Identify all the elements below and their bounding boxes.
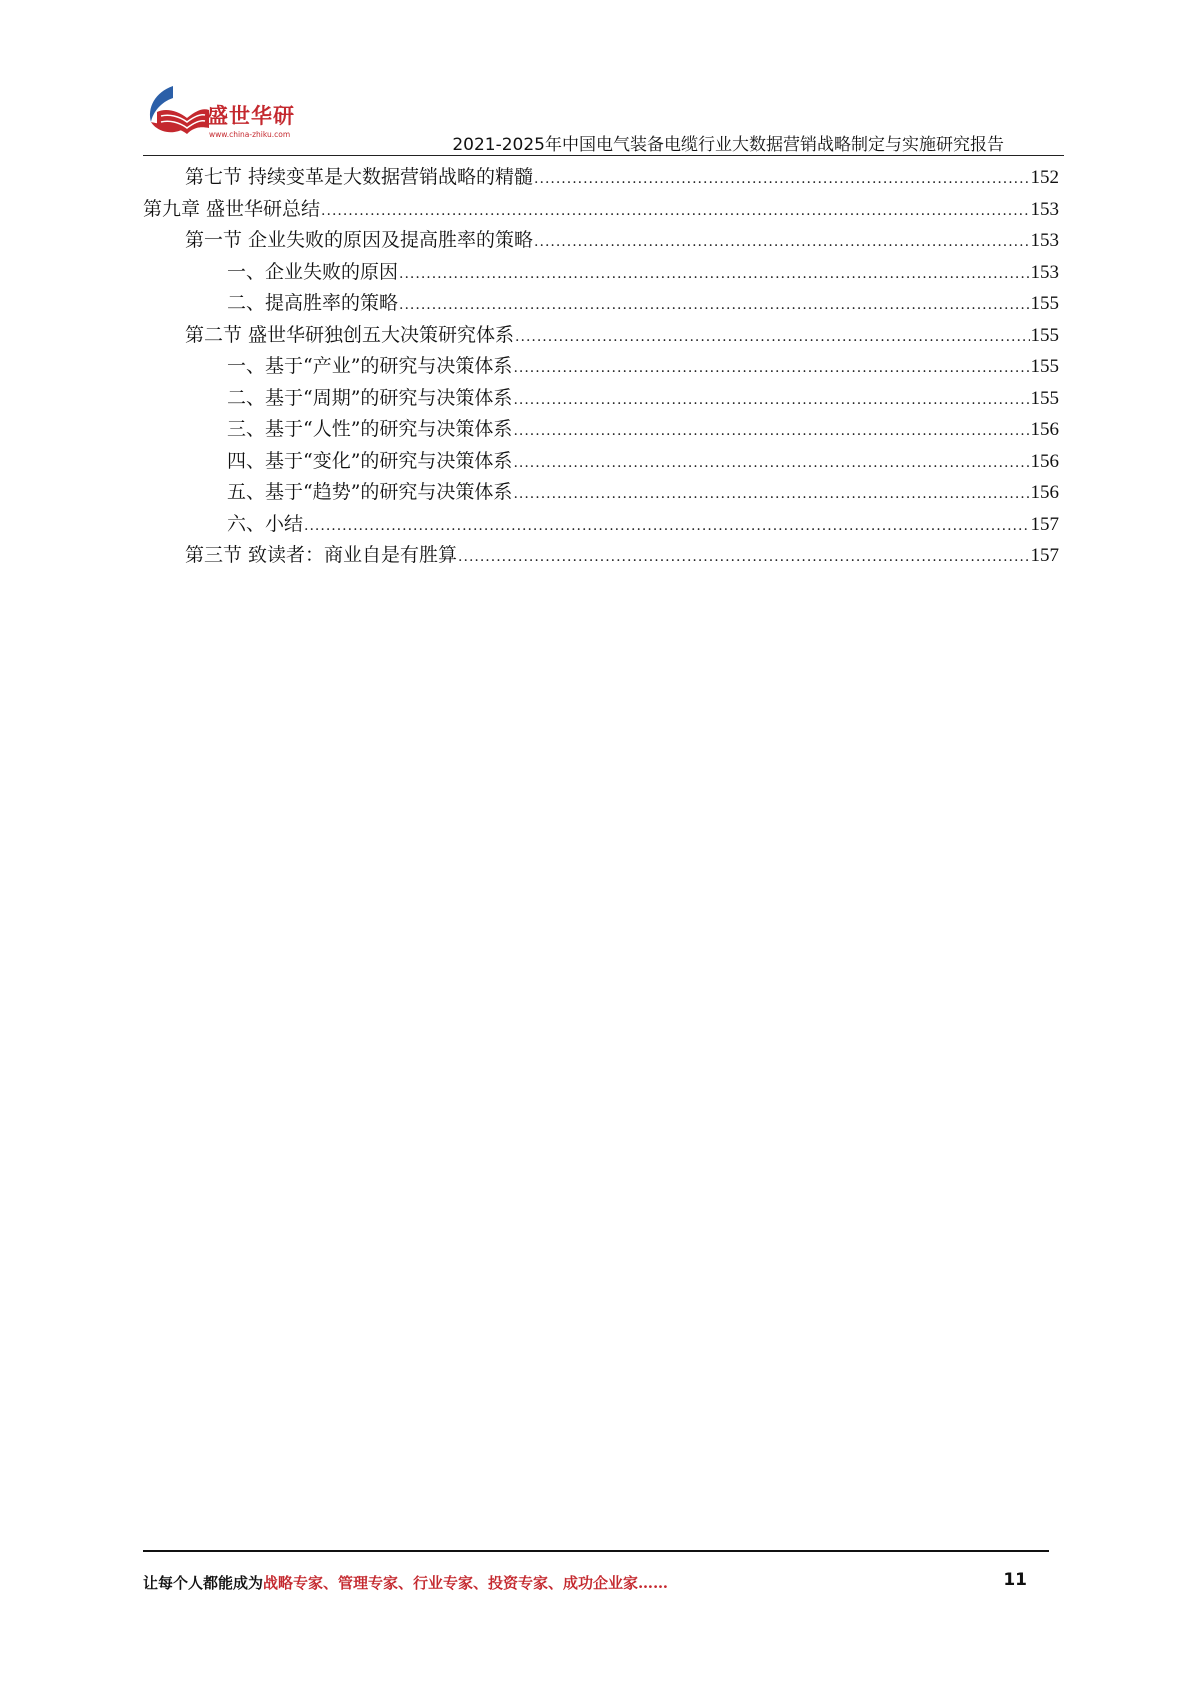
toc-entry-page: 153 xyxy=(1030,230,1059,251)
toc-dot-leader xyxy=(513,385,1029,417)
footer-divider xyxy=(143,1550,1049,1552)
toc-entry-page: 157 xyxy=(1030,513,1059,535)
logo-url: www.china-zhiku.com xyxy=(209,130,291,139)
toc-entry[interactable] xyxy=(143,414,1059,446)
toc-dot-leader xyxy=(399,290,1029,322)
toc-entry-label: 第三节 致读者：商业自是有胜算 xyxy=(185,544,458,566)
toc-dot-leader xyxy=(513,416,1029,448)
toc-entry-label: 第一节 企业失败的原因及提高胜率的策略 xyxy=(185,229,534,251)
toc-entry-page: 155 xyxy=(1030,324,1059,346)
toc-entry-page: 156 xyxy=(1030,419,1059,440)
footer-slogan xyxy=(143,1572,668,1593)
page-header xyxy=(143,82,1064,156)
toc-entry-label: 三、基于“人性”的研究与决策体系 xyxy=(227,418,513,440)
toc-dot-leader xyxy=(515,322,1029,354)
toc-entry-label: 第二节 盛世华研独创五大决策研究体系 xyxy=(185,323,515,346)
table-of-contents xyxy=(143,162,1059,572)
logo xyxy=(143,82,313,148)
toc-entry-page: 157 xyxy=(1030,545,1059,566)
toc-entry-page: 155 xyxy=(1030,356,1059,377)
toc-entry-label: 第七节 持续变革是大数据营销战略的精髓 xyxy=(185,166,534,188)
report-title: 2021-2025年中国电气装备电缆行业大数据营销战略制定与实施研究报告 xyxy=(452,135,1004,155)
toc-entry[interactable] xyxy=(143,162,1059,194)
toc-entry-label: 六、小结 xyxy=(227,512,304,535)
toc-entry-label: 五、基于“趋势”的研究与决策体系 xyxy=(227,481,513,503)
toc-entry[interactable] xyxy=(143,383,1059,415)
toc-entry[interactable] xyxy=(143,320,1059,352)
toc-entry[interactable] xyxy=(143,351,1059,383)
toc-dot-leader xyxy=(513,353,1029,385)
toc-entry-page: 156 xyxy=(1030,450,1059,472)
toc-entry-page: 155 xyxy=(1030,387,1059,409)
header-divider xyxy=(143,155,1064,156)
toc-entry-page: 156 xyxy=(1030,482,1059,503)
toc-entry[interactable] xyxy=(143,288,1059,320)
toc-entry[interactable] xyxy=(143,509,1059,541)
logo-name: 盛世华研 xyxy=(207,104,295,128)
toc-entry-page: 152 xyxy=(1030,167,1059,188)
footer-slogan-highlight: 战略专家、管理专家、行业专家、投资专家、成功企业家…… xyxy=(263,1574,669,1592)
toc-entry-label: 二、基于“周期”的研究与决策体系 xyxy=(227,386,513,409)
toc-entry[interactable] xyxy=(143,446,1059,478)
toc-dot-leader xyxy=(534,227,1029,259)
toc-dot-leader xyxy=(321,196,1029,228)
toc-entry[interactable] xyxy=(143,477,1059,509)
toc-entry-label: 四、基于“变化”的研究与决策体系 xyxy=(227,449,513,472)
toc-entry[interactable] xyxy=(143,225,1059,257)
toc-entry-page: 153 xyxy=(1030,261,1059,283)
toc-entry-label: 第九章 盛世华研总结 xyxy=(143,197,321,220)
toc-dot-leader xyxy=(304,511,1029,543)
footer-slogan-prefix: 让每个人都能成为 xyxy=(143,1574,264,1592)
toc-entry-page: 155 xyxy=(1030,293,1059,314)
toc-entry-label: 一、企业失败的原因 xyxy=(227,260,399,283)
toc-dot-leader xyxy=(534,164,1029,196)
page-number: 11 xyxy=(1003,1570,1027,1590)
toc-entry-label: 一、基于“产业”的研究与决策体系 xyxy=(227,355,513,377)
toc-dot-leader xyxy=(458,542,1029,574)
toc-dot-leader xyxy=(513,479,1029,511)
page-footer xyxy=(143,1572,1049,1602)
toc-entry[interactable] xyxy=(143,257,1059,289)
toc-dot-leader xyxy=(399,259,1029,291)
toc-entry-label: 二、提高胜率的策略 xyxy=(227,292,399,314)
toc-dot-leader xyxy=(513,448,1029,480)
toc-entry-page: 153 xyxy=(1030,198,1059,220)
toc-entry[interactable] xyxy=(143,540,1059,572)
toc-entry[interactable] xyxy=(143,194,1059,226)
